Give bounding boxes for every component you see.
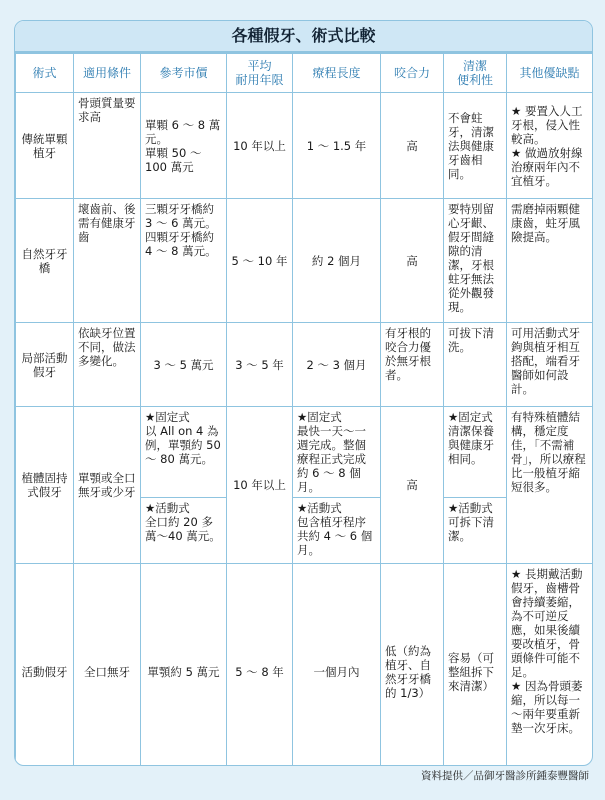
other-cell: 可用活動式牙鉤與植牙相互搭配，端看牙醫師如何設計。	[507, 323, 593, 407]
clean-cell: 不會蛀牙，清潔法與健康牙齒相同。	[444, 93, 507, 199]
table-row	[16, 564, 593, 767]
header-price: 參考市價	[141, 54, 227, 93]
condition-cell: 全口無牙	[74, 564, 141, 767]
bite-cell: 低（約為植牙、自然牙牙橋的 1/3）	[381, 564, 444, 767]
bite-cell: 高	[381, 199, 444, 323]
lifespan-cell: 5 ～ 8 年	[227, 564, 293, 767]
bite-cell: 高	[381, 93, 444, 199]
lifespan-cell: 5 ～ 10 年	[227, 199, 293, 323]
period-cell-removable: ★活動式 包含植牙程序共約 4 ～ 6 個月。	[293, 498, 381, 564]
period-cell: 一個月內	[293, 564, 381, 767]
period-cell: 1 ～ 1.5 年	[293, 93, 381, 199]
price-cell: 3 ～ 5 萬元	[141, 323, 227, 407]
period-cell: 約 2 個月	[293, 199, 381, 323]
other-cell: 需磨掉兩顆健康齒，蛀牙風險提高。	[507, 199, 593, 323]
header-row	[16, 54, 593, 93]
header-other: 其他優缺點	[507, 54, 593, 93]
lifespan-cell: 3 ～ 5 年	[227, 323, 293, 407]
header-bite: 咬合力	[381, 54, 444, 93]
method-cell: 局部活動假牙	[16, 323, 74, 407]
price-cell-removable: ★活動式 全口約 20 多萬～40 萬元。	[141, 498, 227, 564]
table-title: 各種假牙、術式比較	[15, 21, 592, 53]
bite-cell: 有牙根的咬合力優於無牙根者。	[381, 323, 444, 407]
condition-cell: 單顎或全口無牙或少牙	[74, 407, 141, 564]
other-cell: 有特殊植體結構，穩定度佳，「不需補骨」，所以療程比一般植牙縮短很多。	[507, 407, 593, 564]
comparison-table	[15, 53, 593, 766]
other-cell: ★ 長期戴活動假牙，齒槽骨會持續萎縮，為不可逆反應，如果後續要改植牙，骨頭條件可能不足。 ★ 因為骨頭萎縮，所以每一～兩年要重新墊一次牙床。	[507, 564, 593, 767]
header-lifespan: 平均 耐用年限	[227, 54, 293, 93]
clean-cell: 可拔下清洗。	[444, 323, 507, 407]
table-row	[16, 199, 593, 323]
condition-cell: 壞齒前、後需有健康牙齒	[74, 199, 141, 323]
bite-cell: 高	[381, 407, 444, 564]
clean-cell: 要特別留心牙齦、假牙間縫隙的清潔，牙根蛀牙無法從外觀發現。	[444, 199, 507, 323]
source-note: 資料提供／品御牙醫診所鍾泰豐醫師	[421, 770, 589, 782]
lifespan-cell: 10 年以上	[227, 407, 293, 564]
price-cell: 單顆 6 ～ 8 萬元。 單顆 50 ～ 100 萬元	[141, 93, 227, 199]
condition-cell: 骨頭質量要求高	[74, 93, 141, 199]
lifespan-cell: 10 年以上	[227, 93, 293, 199]
clean-cell: 容易（可整組拆下來清潔）	[444, 564, 507, 767]
clean-cell-removable: ★活動式 可拆下清潔。	[444, 498, 507, 564]
price-cell-fixed: ★固定式 以 All on 4 為例，單顎約 50 ～ 80 萬元。	[141, 407, 227, 498]
header-condition: 適用條件	[74, 54, 141, 93]
table-row	[16, 323, 593, 407]
period-cell: 2 ～ 3 個月	[293, 323, 381, 407]
comparison-table-panel	[14, 20, 593, 766]
header-period: 療程長度	[293, 54, 381, 93]
price-cell: 三顆牙牙橋約 3 ～ 6 萬元。 四顆牙牙橋約 4 ～ 8 萬元。	[141, 199, 227, 323]
table-row	[16, 407, 593, 498]
header-clean: 清潔 便利性	[444, 54, 507, 93]
method-cell: 傳統單顆植牙	[16, 93, 74, 199]
other-cell: ★ 要置入人工牙根，侵入性較高。 ★ 做過放射線治療兩年內不宜植牙。	[507, 93, 593, 199]
method-cell: 活動假牙	[16, 564, 74, 767]
header-method: 術式	[16, 54, 74, 93]
period-cell-fixed: ★固定式 最快一天～一週完成。整個療程正式完成約 6 ～ 8 個月。	[293, 407, 381, 498]
table-row	[16, 93, 593, 199]
price-cell: 單顎約 5 萬元	[141, 564, 227, 767]
clean-cell-fixed: ★固定式 清潔保養與健康牙相同。	[444, 407, 507, 498]
condition-cell: 依缺牙位置不同，做法多變化。	[74, 323, 141, 407]
method-cell: 植體固持式假牙	[16, 407, 74, 564]
method-cell: 自然牙牙橋	[16, 199, 74, 323]
